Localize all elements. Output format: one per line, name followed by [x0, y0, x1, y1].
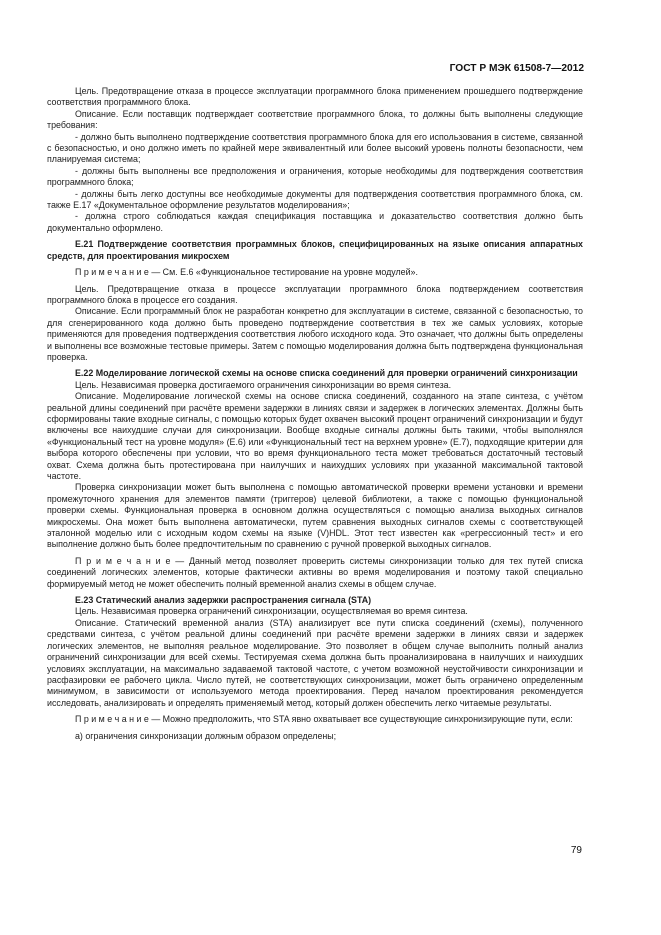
note: П р и м е ч а н и е — Можно предположить, что STA явно охватывает все существующие синхронизирующие пути, если: — [75, 714, 573, 725]
note: П р и м е ч а н и е — См. Е.6 «Функциональное тестирование на уровне модулей». — [75, 267, 418, 278]
paragraph: Описание. Если поставщик подтверждает соответствие программного блока, то должны быть выполнены следующие требования: — [47, 108, 583, 131]
standard-header: ГОСТ Р МЭК 61508-7—2012 — [449, 63, 584, 74]
paragraph: Цель. Предотвращение отказа в процессе эксплуатации программного блока подтверждением соответствия программного блока в процессе его создания. — [47, 283, 583, 305]
document-body — [47, 86, 583, 742]
page-number: 79 — [570, 845, 582, 856]
paragraph: Цель. Предотвращение отказа в процессе эксплуатации программного блока применением прошедшего подтверждение соответствия программного блока. — [47, 86, 583, 108]
paragraph: Описание. Статический временной анализ (STA) анализирует все пути списка соединений (схемы), полученного средствами синтеза, с учётом реальной длины соединений при расчёте времени задержки в линиях связи и задержек логических элементов, не выполняя реальное моделирование. Это позволяет в общем случае выполнить полный анализ ограничений синхронизации для всей схемы. Тестируемая схема должна быть проанализирована в наилучших и наихудших условиях эксплуатации, на максимально задаваемой тактовой частоте, с учетом возможной неустойчивости синхронизации и расфазировки ее рабочего цикла. Число путей, не соответствующих синхронизации, может быть ограничено определенным минимумом, в зависимости от используемого метода проектирования. Перед началом проектирования рекомендуется исследовать, анализировать и определять применяемый метод, который должен обеспечить легко читаемые результаты. — [47, 617, 583, 708]
paragraph: Цель. Независимая проверка ограничений синхронизации, осуществляемая во время синтеза. — [75, 606, 468, 617]
paragraph: Проверка синхронизации может быть выполнена с помощью автоматической проверки времени установки и времени промежуточного хранения для элементов памяти (триггеров) целевой библиотеки, а также с помощью функциональной проверки схемы. Функциональная проверка в основном должна осуществляться с помощью анализа выходных сигналов микросхемы. Она может быть выполнена автоматически, путем сравнения выходных сигналов схемы с соответствующей эталонной моделью или с исходным кодом схемы на языке (V)HDL. Этот тест известен как «регрессионный тест» и его выполнение должно быть более предпочтительным по сравнению с ручной проверкой выходных сигналов. — [47, 482, 583, 550]
list-item: - должно быть выполнено подтверждение соответствия программного блока для его использования в системе, связанной с безопасностью, и оно должно иметь по крайней мере эквивалентный или более высокий уровень полноты безопасности, чем планируемая система; — [47, 131, 583, 165]
note: П р и м е ч а н и е — Данный метод позволяет проверить системы синхронизации только для тех путей списка соединений логических элементов, которые фактически активны во время моделирования и поэтому такой специально формируемый метод не может обеспечить полный временной анализ схемы в общем случае. — [47, 555, 583, 589]
paragraph: Цель. Независимая проверка достигаемого ограничения синхронизации во время синтеза. — [75, 379, 452, 390]
section-heading-e23: Е.23 Статический анализ задержки распространения сигнала (STA) — [75, 595, 372, 606]
paragraph: Описание. Моделирование логической схемы на основе списка соединений, созданного на этапе синтеза, с учётом реальной длины соединений при расчёте времени задержки в линиях связи и задержек в логических элементах. Должны быть сформированы такие входные сигналы, с помощью которых будет охвачен высокий процент ограничений синхронизации и будут включены все наихудшие случаи для синхронизации. Вообще входные сигналы должны быть такими, чтобы выполнялся «Функциональный тест на уровне модуля» (Е.6) или «Функциональный тест на верхнем уровне» (Е.7), подходящие критерии для выбора которого обеспечены при условии, что во время функционального теста может требоваться достаточный тестовый охват. Схема должна быть протестирована при наилучших и наихудших условиях при указанной максимальной тактовой частоте. — [47, 391, 583, 481]
list-item: - должны быть легко доступны все необходимые документы для подтверждения соответствия программного блока, см. также Е.17 «Документальное оформление результатов моделирования»; — [47, 188, 583, 211]
paragraph: Описание. Если программный блок не разработан конкретно для эксплуатации в системе, связанной с безопасностью, то для сгенерированного кода должно быть проведено подтверждение соответствия в тех же самых условиях, которые применяются для проведения подтверждения соответствия любого исходного кода. Это означает, что должны быть определены и выполнены все возможные тестовые примеры. Затем с помощью моделирования должна быть подтверждена функциональная проверка. — [47, 306, 583, 362]
list-item: а) ограничения синхронизации должным образом определены; — [75, 730, 337, 741]
list-item: - должны быть выполнены все предположения и ограничения, которые необходимы для подтверждения соответствия программного блока; — [47, 165, 583, 188]
section-heading-e21: Е.21 Подтверждение соответствия программных блоков, специфицированных на языке описания аппаратных средств, для проектирования микросхем — [47, 239, 583, 261]
section-heading-e22: Е.22 Моделирование логической схемы на основе списка соединений для проверки ограничений синхронизации — [75, 368, 578, 379]
list-item: - должна строго соблюдаться каждая спецификация поставщика и доказательство соответствия должно быть документально оформлено. — [47, 211, 583, 233]
